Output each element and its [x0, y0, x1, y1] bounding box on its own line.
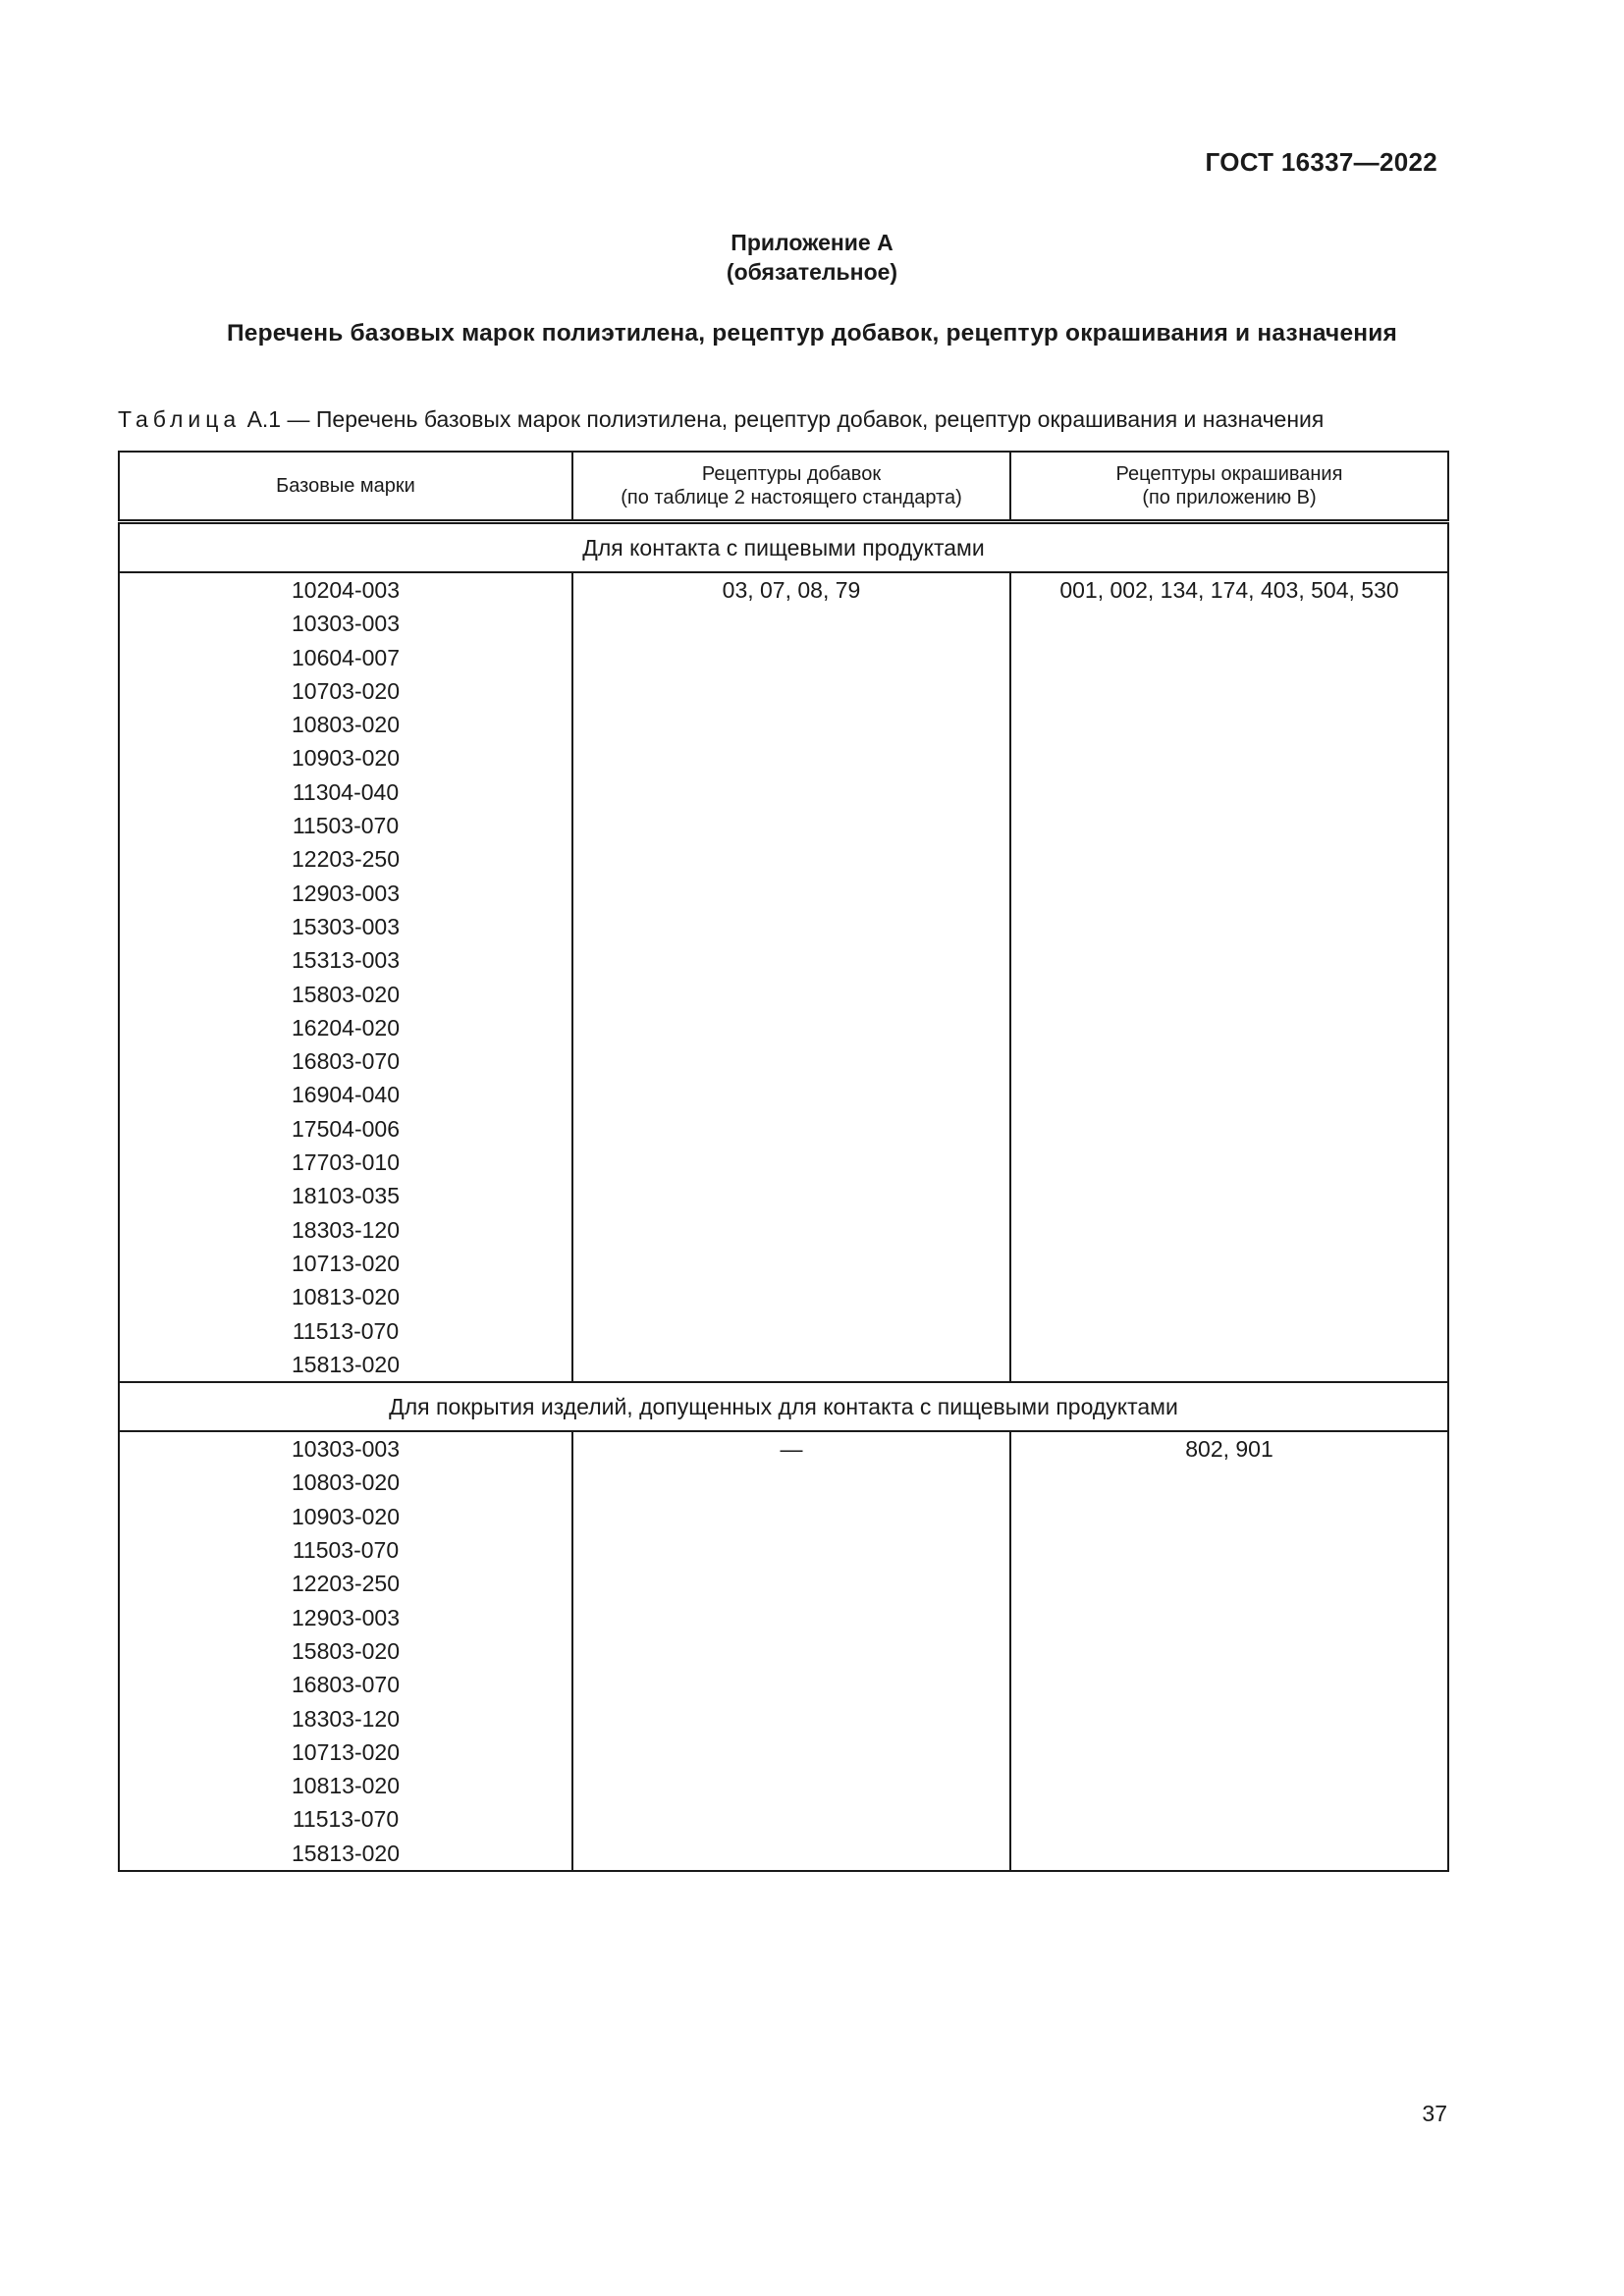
- additives-value: 03, 07, 08, 79: [722, 577, 861, 603]
- grade-item: 15803-020: [292, 981, 400, 1007]
- grade-item: 11513-070: [292, 1806, 400, 1833]
- table-caption-text: А.1 — Перечень базовых марок полиэтилена, рецептур добавок, рецептур окрашивания и назначения: [241, 406, 1325, 432]
- grade-item: 18303-120: [292, 1705, 400, 1732]
- grade-item: 12903-003: [292, 880, 400, 906]
- coloring-value: 001, 002, 134, 174, 403, 504, 530: [1059, 577, 1399, 603]
- grade-item: 18303-120: [292, 1216, 400, 1243]
- column-header-base-grades: Базовые марки: [119, 452, 572, 522]
- grade-item: 15813-020: [292, 1351, 400, 1377]
- section-body-row: [119, 572, 1448, 1382]
- appendix-title: Приложение А: [731, 230, 893, 255]
- section-title: Для контакта с пищевыми продуктами: [119, 522, 1448, 573]
- base-grades-cell: [119, 1431, 572, 1871]
- grade-item: 16803-070: [292, 1048, 400, 1075]
- table-caption: [118, 406, 1324, 433]
- grade-item: 16904-040: [292, 1082, 400, 1108]
- table-header-row: [119, 452, 1448, 522]
- grade-item: 10204-003: [292, 577, 400, 603]
- column-header-additives: Рецептуры добавок (по таблице 2 настоящего стандарта): [572, 452, 1010, 522]
- coloring-cell: [1010, 1431, 1448, 1871]
- coloring-cell: [1010, 572, 1448, 1382]
- grade-item: 11503-070: [292, 1537, 400, 1564]
- grade-item: 10803-020: [292, 712, 400, 738]
- grade-item: 10813-020: [292, 1773, 400, 1799]
- grade-item: 11513-070: [292, 1317, 400, 1344]
- grade-item: 12903-003: [292, 1604, 400, 1630]
- coloring-value: 802, 901: [1185, 1436, 1273, 1463]
- grade-item: 16803-070: [292, 1672, 400, 1698]
- section-title-row: [119, 1382, 1448, 1431]
- grade-item: 10604-007: [292, 644, 400, 670]
- grade-item: 11304-040: [292, 778, 400, 805]
- appendix-heading: [0, 228, 1624, 287]
- additives-cell: [572, 572, 1010, 1382]
- document-code: ГОСТ 16337—2022: [1205, 147, 1437, 177]
- grade-item: 10803-020: [292, 1469, 400, 1496]
- grade-item: 10703-020: [292, 677, 400, 704]
- additives-value: —: [780, 1436, 803, 1463]
- grade-item: 15813-020: [292, 1840, 400, 1866]
- grade-item: 18103-035: [292, 1183, 400, 1209]
- grade-item: 16204-020: [292, 1014, 400, 1041]
- grade-item: 17703-010: [292, 1149, 400, 1176]
- grade-item: 15303-003: [292, 913, 400, 939]
- page-number: 37: [1422, 2101, 1447, 2126]
- grade-item: 10903-020: [292, 1503, 400, 1529]
- grade-item: 10903-020: [292, 745, 400, 772]
- appendix-status: (обязательное): [726, 259, 898, 285]
- additives-cell: [572, 1431, 1010, 1871]
- grade-item: 12203-250: [292, 1571, 400, 1597]
- grade-item: 10713-020: [292, 1738, 400, 1765]
- base-grades-cell: [119, 572, 572, 1382]
- table-body: [119, 522, 1448, 1871]
- grades-table: [118, 451, 1449, 1872]
- section-title-row: [119, 522, 1448, 573]
- section-body-row: [119, 1431, 1448, 1871]
- grade-item: 10303-003: [292, 1436, 400, 1463]
- grade-item: 15803-020: [292, 1637, 400, 1664]
- grade-item: 11503-070: [292, 813, 400, 839]
- grade-item: 12203-250: [292, 846, 400, 873]
- column-header-coloring: Рецептуры окрашивания (по приложению В): [1010, 452, 1448, 522]
- list-title: Перечень базовых марок полиэтилена, рецептур добавок, рецептур окрашивания и назначения: [226, 320, 1398, 347]
- grade-item: 10713-020: [292, 1250, 400, 1276]
- grade-item: 10303-003: [292, 611, 400, 637]
- grade-item: 15313-003: [292, 947, 400, 974]
- section-title: Для покрытия изделий, допущенных для контакта с пищевыми продуктами: [119, 1382, 1448, 1431]
- grade-item: 10813-020: [292, 1284, 400, 1310]
- table-caption-label: Таблица: [118, 406, 242, 432]
- grade-item: 17504-006: [292, 1115, 400, 1142]
